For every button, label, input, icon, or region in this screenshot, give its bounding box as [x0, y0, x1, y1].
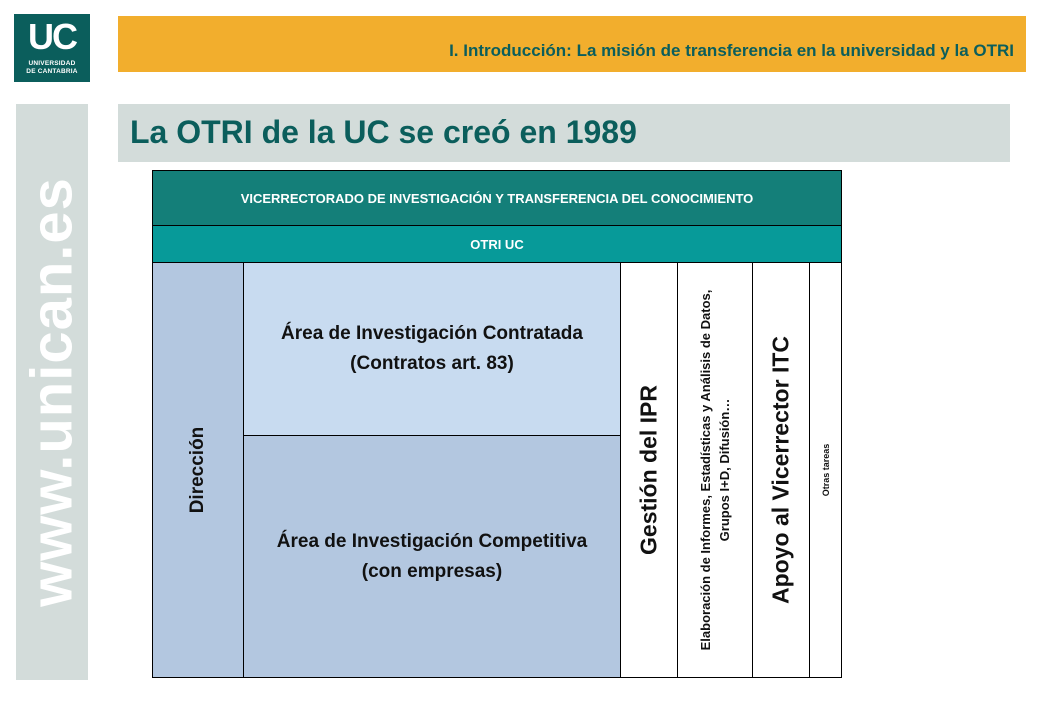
logo-subtitle [14, 60, 90, 76]
elaboracion-column [677, 262, 753, 678]
page-title: La OTRI de la UC se creó en 1989 [130, 114, 637, 150]
title-bar [118, 104, 1010, 162]
elaboracion-label: Elaboración de Informes, Estadísticas y Análisis de Datos, Grupos I+D, Difusión… [698, 289, 732, 651]
otri-box: OTRI UC [152, 225, 842, 263]
side-watermark-strip [16, 104, 88, 680]
gestion-ipr-label: Gestión del IPR [635, 385, 662, 555]
otras-tareas-label: Otras tareas [820, 443, 831, 497]
direccion-label: Dirección [187, 426, 208, 514]
direccion-column [152, 262, 244, 678]
website-url: www.unican.es [19, 177, 85, 607]
uc-logo [14, 14, 90, 82]
vicerrectorado-box: VICERRECTORADO DE INVESTIGACIÓN Y TRANSFERENCIA DEL CONOCIMIENTO [152, 170, 842, 226]
org-diagram [152, 170, 842, 678]
header-bar [118, 16, 1026, 72]
otras-tareas-column [809, 262, 842, 678]
logo-line-2: DE CANTABRIA [26, 68, 78, 75]
logo-line-1: UNIVERSIDAD [28, 60, 76, 67]
area-competitiva-label: Área de Investigación Competitiva (con empresas) [276, 530, 588, 582]
section-title: I. Introducción: La misión de transferencia en la universidad y la OTRI [449, 41, 1014, 60]
apoyo-column [752, 262, 810, 678]
logo-mark: UC [28, 16, 76, 57]
area-contratada-label: Área de Investigación Contratada (Contratos art. 83) [281, 323, 583, 374]
apoyo-label: Apoyo al Vicerrector ITC [767, 336, 794, 604]
area-competitiva-box [243, 435, 621, 678]
area-contratada-box [243, 262, 621, 436]
gestion-ipr-column [620, 262, 678, 678]
